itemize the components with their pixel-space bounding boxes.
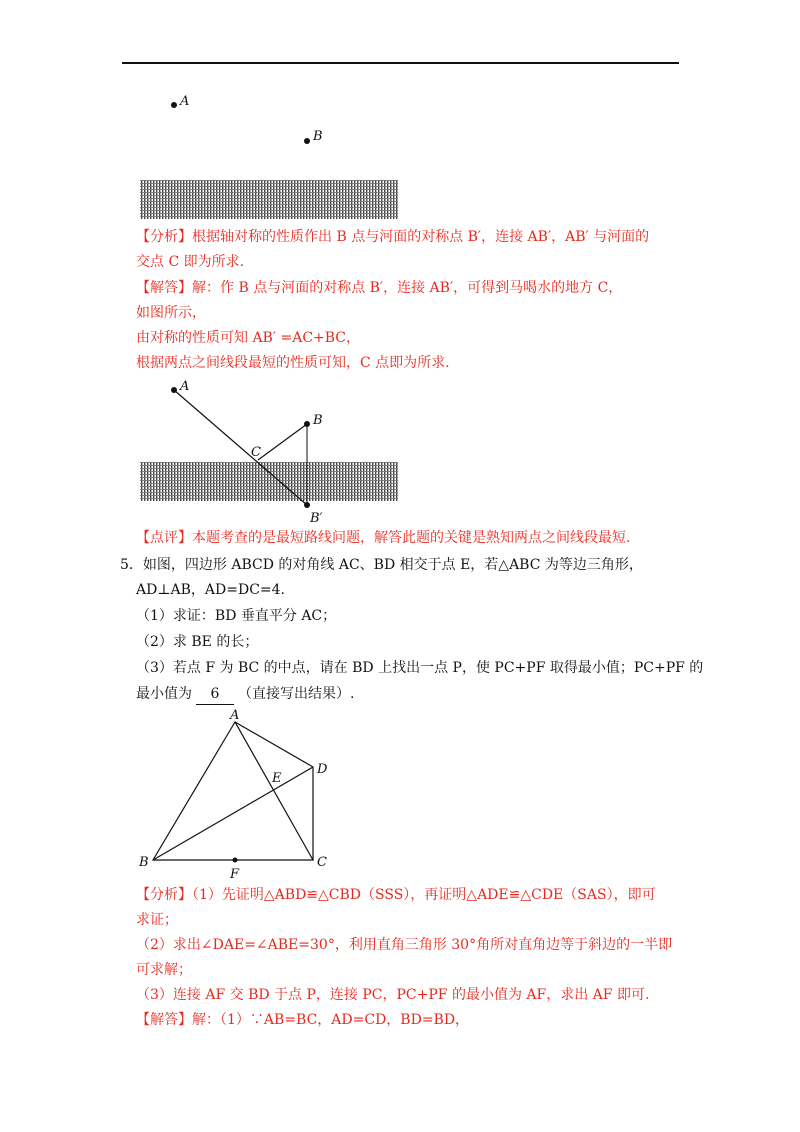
figure3-label-e: E	[272, 771, 282, 786]
problem5-q3b-post: （直接写出结果）.	[238, 686, 355, 702]
answer1-text1: 解：作 B 点与河面的对称点 B′，连接 AB′，可得到马喝水的地方 C，	[192, 280, 623, 296]
answer1-line4: 根据两点之间线段最短的性质可知，C 点即为所求.	[136, 355, 450, 371]
answer2-line	[136, 1010, 469, 1030]
problem5-q3-answer-line	[136, 684, 354, 705]
figure-1-river-problem	[140, 94, 398, 219]
analysis1-tag: 【分析】	[136, 229, 192, 245]
point-a	[171, 387, 177, 393]
river-band	[140, 180, 398, 219]
analysis2-line3: （2）求出∠DAE=∠ABE=30°，利用直角三角形 30°角所对直角边等于斜边的一半即	[136, 937, 673, 953]
triangle-abc	[153, 722, 313, 860]
segment-ad	[235, 722, 313, 767]
analysis1-line2: 交点 C 即为所求.	[136, 254, 245, 270]
figure-3-quadrilateral	[138, 708, 328, 882]
point-b-prime	[304, 502, 310, 508]
problem5-q3: （3）若点 F 为 BC 的中点，请在 BD 上找出一点 P，使 PC+PF 取得最小值；PC+PF 的	[136, 660, 704, 676]
figure2-label-b: B	[313, 413, 323, 428]
figure3-label-c: C	[317, 855, 327, 870]
figure2-label-c: C	[251, 445, 261, 460]
answer2-tag: 【解答】	[136, 1012, 192, 1028]
problem5-q1: （1）求证：BD 垂直平分 AC；	[136, 608, 337, 624]
problem5-line2: AD⊥AB，AD=DC=4.	[136, 582, 285, 598]
answer1-line2: 如图所示，	[136, 305, 206, 321]
comment1-text: 本题考查的是最短路线问题，解答此题的关键是熟知两点之间线段最短.	[192, 530, 631, 546]
point-f	[233, 858, 238, 863]
answer1-line1	[136, 278, 622, 298]
diagonal-bd	[153, 767, 313, 860]
problem5-q3b-pre: 最小值为	[136, 686, 192, 702]
analysis2-tag: 【分析】	[136, 887, 192, 903]
point-a	[171, 102, 177, 108]
analysis2-text1: （1）先证明△ABD≌△CBD（SSS），再证明△ADE≌△CDE（SAS），即可	[192, 887, 656, 903]
analysis2-line4: 可求解；	[136, 962, 192, 978]
comment1-line	[136, 528, 630, 548]
analysis2-line1	[136, 885, 656, 905]
answer2-text: 解：（1）∵AB=BC，AD=CD，BD=BD，	[192, 1012, 470, 1028]
figure3-label-d: D	[317, 762, 328, 777]
segment-cb	[258, 424, 307, 460]
figure3-label-a: A	[230, 708, 240, 723]
problem5-q2: （2）求 BE 的长；	[136, 634, 259, 650]
answer-blank: 6	[196, 684, 234, 705]
figure2-label-a: A	[180, 379, 190, 394]
figure1-label-b: B	[313, 129, 323, 144]
analysis2-line5: （3）连接 AF 交 BD 于点 P，连接 PC，PC+PF 的最小值为 AF，求出 AF 即可.	[136, 987, 650, 1003]
analysis1-text1: 根据轴对称的性质作出 B 点与河面的对称点 B′，连接 AB′，AB′ 与河面的	[192, 229, 650, 245]
answer1-tag: 【解答】	[136, 280, 192, 296]
figure3-label-f: F	[230, 867, 240, 882]
point-b	[304, 138, 310, 144]
comment1-tag: 【点评】	[136, 530, 192, 546]
analysis1-line1	[136, 227, 649, 247]
answer1-line3: 由对称的性质可知 AB′ =AC+BC，	[136, 330, 361, 346]
river-band	[140, 462, 398, 501]
figure-2-river-solution	[140, 379, 398, 526]
figure3-label-b: B	[139, 855, 149, 870]
point-b	[304, 421, 310, 427]
figure2-label-b-prime: B′	[310, 511, 323, 526]
figure1-label-a: A	[180, 94, 190, 109]
analysis2-line2: 求证；	[136, 912, 178, 928]
problem5-line1: 5．如图，四边形 ABCD 的对角线 AC、BD 相交于点 E，若△ABC 为等边三角形，	[120, 557, 643, 573]
